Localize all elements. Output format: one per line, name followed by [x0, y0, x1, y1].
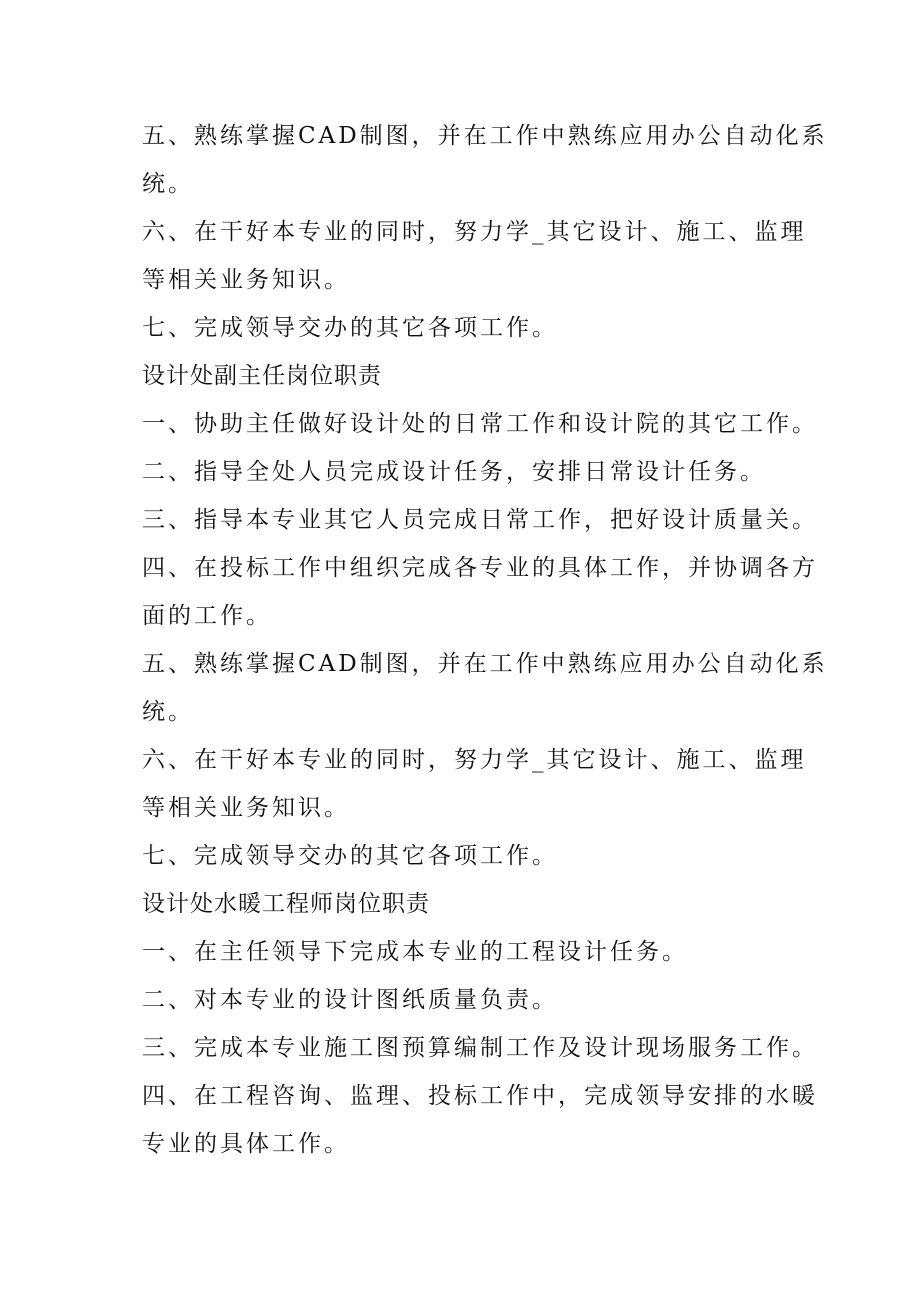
text-line: 四、在投标工作中组织完成各专业的具体工作，并协调各方: [142, 555, 818, 581]
text-line: 专业的具体工作。: [142, 1131, 350, 1157]
text-line: 二、对本专业的设计图纸质量负责。: [142, 987, 558, 1013]
text-line: 二、指导全处人员完成设计任务，安排日常设计任务。: [142, 459, 766, 485]
text-line: 六、在干好本专业的同时，努力学_其它设计、施工、监理: [142, 219, 807, 245]
text-line: 统。: [142, 699, 194, 725]
text-line: 等相关业务知识。: [142, 267, 350, 293]
text-line: 一、在主任领导下完成本专业的工程设计任务。: [142, 939, 688, 965]
text-line: 一、协助主任做好设计处的日常工作和设计院的其它工作。: [142, 411, 818, 437]
text-line: 七、完成领导交办的其它各项工作。: [142, 843, 558, 869]
document-body: [142, 112, 828, 1168]
text-line: 五、熟练掌握CAD制图，并在工作中熟练应用办公自动化系: [142, 123, 828, 149]
text-line: 七、完成领导交办的其它各项工作。: [142, 315, 558, 341]
text-line: 统。: [142, 171, 194, 197]
text-line: 三、指导本专业其它人员完成日常工作，把好设计质量关。: [142, 507, 818, 533]
text-line: 四、在工程咨询、监理、投标工作中，完成领导安排的水暖: [142, 1083, 818, 1109]
text-line: 三、完成本专业施工图预算编制工作及设计现场服务工作。: [142, 1035, 818, 1061]
section-heading: 设计处水暖工程师岗位职责: [142, 891, 430, 917]
section-heading: 设计处副主任岗位职责: [142, 363, 382, 389]
text-line: 面的工作。: [142, 603, 272, 629]
text-line: 等相关业务知识。: [142, 795, 350, 821]
text-line: 五、熟练掌握CAD制图，并在工作中熟练应用办公自动化系: [142, 651, 828, 677]
text-line: 六、在干好本专业的同时，努力学_其它设计、施工、监理: [142, 747, 807, 773]
